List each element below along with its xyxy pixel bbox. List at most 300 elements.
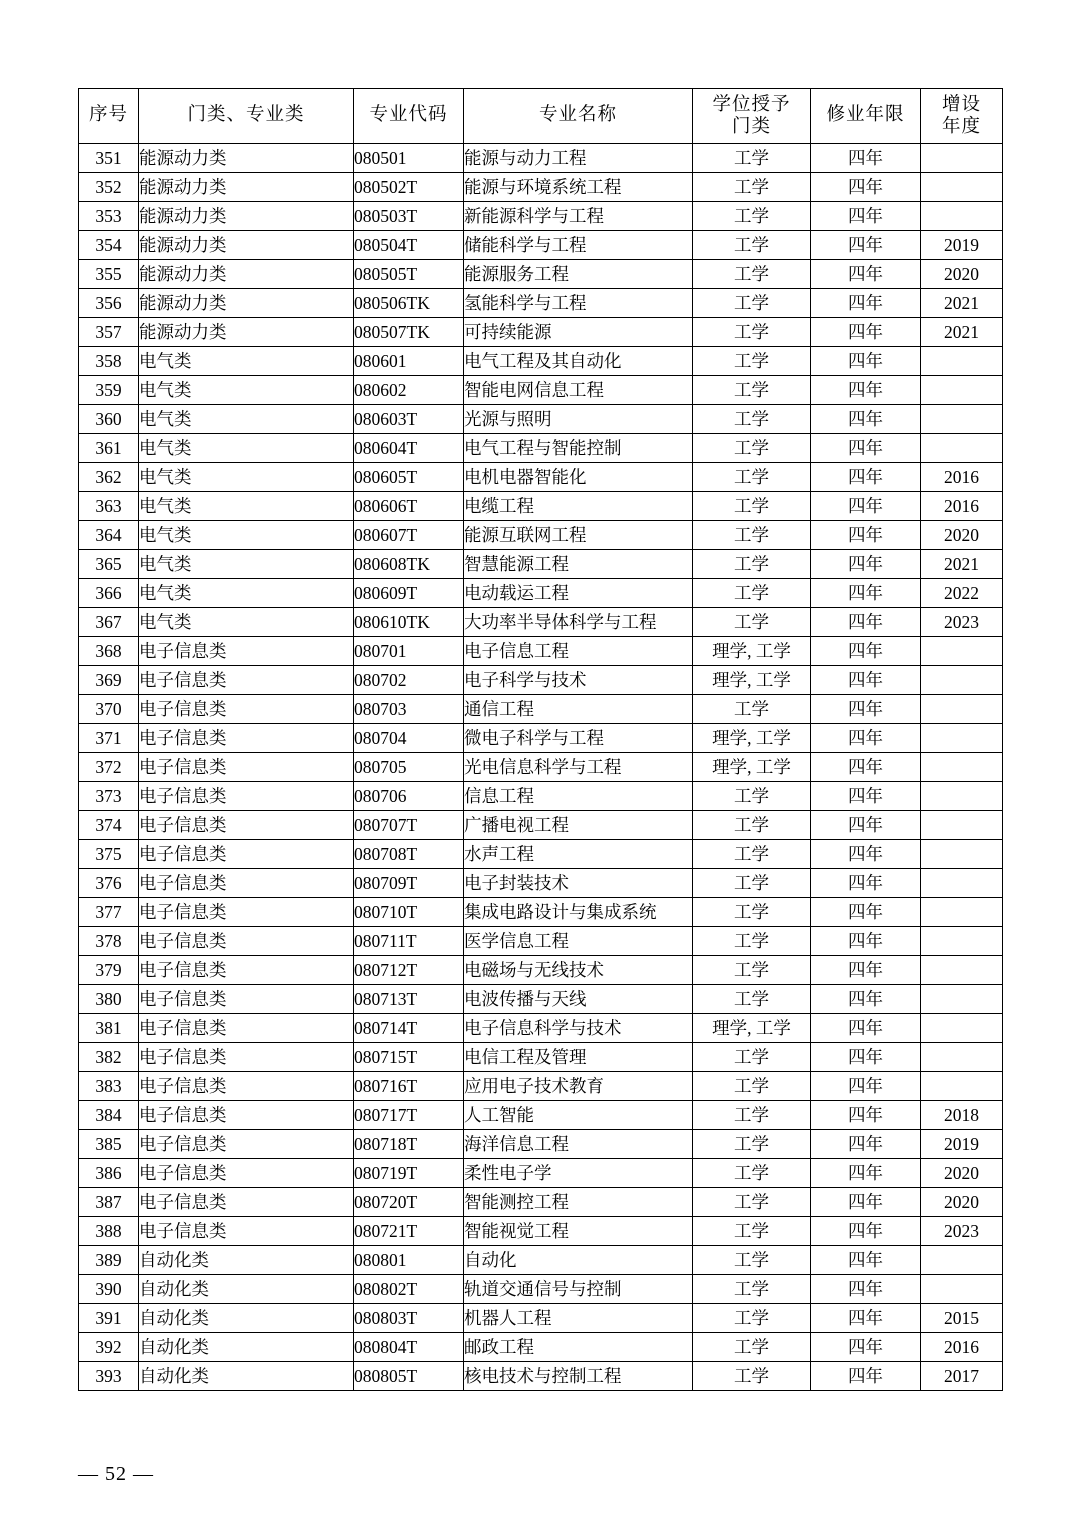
cell-code: 080502T: [354, 173, 464, 202]
table-row: [79, 927, 1003, 956]
cell-index: 357: [79, 318, 139, 347]
cell-degree: 工学: [693, 898, 811, 927]
cell-duration: 四年: [811, 1188, 921, 1217]
cell-index: 373: [79, 782, 139, 811]
cell-name: 新能源科学与工程: [464, 202, 693, 231]
table-row: [79, 550, 1003, 579]
cell-name: 氢能科学与工程: [464, 289, 693, 318]
cell-index: 356: [79, 289, 139, 318]
table-row: [79, 434, 1003, 463]
table-row: [79, 492, 1003, 521]
cell-index: 376: [79, 869, 139, 898]
cell-category: 电气类: [139, 521, 354, 550]
cell-index: 367: [79, 608, 139, 637]
cell-index: 359: [79, 376, 139, 405]
cell-degree: 工学: [693, 782, 811, 811]
table-row: [79, 1072, 1003, 1101]
cell-category: 电子信息类: [139, 782, 354, 811]
cell-code: 080603T: [354, 405, 464, 434]
cell-degree: 工学: [693, 1304, 811, 1333]
cell-duration: 四年: [811, 695, 921, 724]
cell-name: 大功率半导体科学与工程: [464, 608, 693, 637]
cell-duration: 四年: [811, 753, 921, 782]
cell-name: 核电技术与控制工程: [464, 1362, 693, 1391]
cell-category: 能源动力类: [139, 289, 354, 318]
cell-added-year: [921, 347, 1003, 376]
cell-added-year: 2016: [921, 1333, 1003, 1362]
cell-category: 电子信息类: [139, 1072, 354, 1101]
table-row: [79, 202, 1003, 231]
cell-added-year: [921, 376, 1003, 405]
cell-category: 自动化类: [139, 1275, 354, 1304]
cell-duration: 四年: [811, 550, 921, 579]
cell-name: 能源与动力工程: [464, 144, 693, 173]
cell-added-year: 2019: [921, 1130, 1003, 1159]
cell-code: 080719T: [354, 1159, 464, 1188]
cell-added-year: [921, 782, 1003, 811]
table-row: [79, 260, 1003, 289]
cell-degree: 理学, 工学: [693, 637, 811, 666]
cell-name: 智能视觉工程: [464, 1217, 693, 1246]
cell-category: 自动化类: [139, 1304, 354, 1333]
cell-degree: 理学, 工学: [693, 724, 811, 753]
cell-code: 080602: [354, 376, 464, 405]
cell-added-year: [921, 840, 1003, 869]
table-row: [79, 811, 1003, 840]
table-row: [79, 318, 1003, 347]
cell-added-year: [921, 405, 1003, 434]
table-row: [79, 840, 1003, 869]
cell-duration: 四年: [811, 724, 921, 753]
cell-index: 378: [79, 927, 139, 956]
cell-degree: 工学: [693, 1101, 811, 1130]
cell-added-year: [921, 666, 1003, 695]
cell-index: 365: [79, 550, 139, 579]
table-row: [79, 1159, 1003, 1188]
cell-category: 能源动力类: [139, 231, 354, 260]
table-row: [79, 1217, 1003, 1246]
cell-duration: 四年: [811, 811, 921, 840]
cell-index: 360: [79, 405, 139, 434]
cell-added-year: 2017: [921, 1362, 1003, 1391]
cell-index: 380: [79, 985, 139, 1014]
cell-code: 080503T: [354, 202, 464, 231]
cell-duration: 四年: [811, 1362, 921, 1391]
cell-name: 通信工程: [464, 695, 693, 724]
cell-added-year: [921, 956, 1003, 985]
cell-code: 080802T: [354, 1275, 464, 1304]
cell-name: 电机电器智能化: [464, 463, 693, 492]
cell-code: 080601: [354, 347, 464, 376]
cell-added-year: [921, 202, 1003, 231]
cell-degree: 工学: [693, 405, 811, 434]
cell-category: 电子信息类: [139, 811, 354, 840]
column-header-category: 门类、专业类: [139, 89, 354, 144]
table-row: [79, 782, 1003, 811]
table-row: [79, 1188, 1003, 1217]
cell-code: 080707T: [354, 811, 464, 840]
cell-duration: 四年: [811, 289, 921, 318]
cell-duration: 四年: [811, 231, 921, 260]
cell-code: 080506TK: [354, 289, 464, 318]
cell-added-year: [921, 927, 1003, 956]
table-row: [79, 1304, 1003, 1333]
cell-added-year: [921, 753, 1003, 782]
cell-duration: 四年: [811, 1072, 921, 1101]
cell-name: 海洋信息工程: [464, 1130, 693, 1159]
cell-name: 广播电视工程: [464, 811, 693, 840]
table-row: [79, 1101, 1003, 1130]
cell-name: 智能电网信息工程: [464, 376, 693, 405]
cell-category: 电子信息类: [139, 840, 354, 869]
cell-duration: 四年: [811, 1246, 921, 1275]
cell-category: 电子信息类: [139, 985, 354, 1014]
cell-name: 电子信息工程: [464, 637, 693, 666]
cell-added-year: 2019: [921, 231, 1003, 260]
cell-name: 智慧能源工程: [464, 550, 693, 579]
cell-duration: 四年: [811, 1275, 921, 1304]
column-header-degree-line2: 门类: [731, 117, 771, 137]
column-header-code: 专业代码: [354, 89, 464, 144]
cell-category: 电子信息类: [139, 753, 354, 782]
cell-code: 080609T: [354, 579, 464, 608]
cell-name: 电子科学与技术: [464, 666, 693, 695]
cell-index: 369: [79, 666, 139, 695]
table-row: [79, 1043, 1003, 1072]
table-row: [79, 898, 1003, 927]
table-row: [79, 956, 1003, 985]
cell-degree: 工学: [693, 956, 811, 985]
cell-category: 电气类: [139, 376, 354, 405]
table-row: [79, 753, 1003, 782]
cell-added-year: [921, 1043, 1003, 1072]
cell-degree: 工学: [693, 289, 811, 318]
cell-name: 水声工程: [464, 840, 693, 869]
cell-category: 电子信息类: [139, 1101, 354, 1130]
cell-duration: 四年: [811, 869, 921, 898]
table-row: [79, 985, 1003, 1014]
cell-added-year: [921, 695, 1003, 724]
cell-index: 381: [79, 1014, 139, 1043]
cell-code: 080610TK: [354, 608, 464, 637]
cell-added-year: 2020: [921, 521, 1003, 550]
cell-duration: 四年: [811, 318, 921, 347]
cell-added-year: [921, 173, 1003, 202]
cell-category: 能源动力类: [139, 202, 354, 231]
cell-degree: 工学: [693, 1043, 811, 1072]
cell-duration: 四年: [811, 173, 921, 202]
cell-category: 电气类: [139, 434, 354, 463]
cell-added-year: 2020: [921, 1188, 1003, 1217]
cell-code: 080805T: [354, 1362, 464, 1391]
undergraduate-major-table: [78, 88, 1003, 1391]
cell-index: 372: [79, 753, 139, 782]
cell-code: 080607T: [354, 521, 464, 550]
cell-added-year: [921, 811, 1003, 840]
table-row: [79, 521, 1003, 550]
cell-category: 能源动力类: [139, 173, 354, 202]
cell-degree: 工学: [693, 579, 811, 608]
cell-name: 柔性电子学: [464, 1159, 693, 1188]
cell-added-year: [921, 144, 1003, 173]
cell-category: 电子信息类: [139, 898, 354, 927]
table-row: [79, 376, 1003, 405]
cell-added-year: [921, 1014, 1003, 1043]
column-header-added-line2: 年度: [941, 117, 981, 137]
cell-duration: 四年: [811, 463, 921, 492]
cell-added-year: [921, 898, 1003, 927]
cell-index: 362: [79, 463, 139, 492]
table-row: [79, 1362, 1003, 1391]
cell-duration: 四年: [811, 637, 921, 666]
cell-added-year: 2023: [921, 608, 1003, 637]
cell-duration: 四年: [811, 927, 921, 956]
cell-category: 电气类: [139, 492, 354, 521]
cell-added-year: 2020: [921, 1159, 1003, 1188]
cell-duration: 四年: [811, 1159, 921, 1188]
cell-duration: 四年: [811, 376, 921, 405]
cell-added-year: 2020: [921, 260, 1003, 289]
column-header-name: 专业名称: [464, 89, 693, 144]
cell-category: 自动化类: [139, 1362, 354, 1391]
cell-added-year: 2018: [921, 1101, 1003, 1130]
cell-duration: 四年: [811, 405, 921, 434]
cell-degree: 工学: [693, 811, 811, 840]
cell-added-year: 2022: [921, 579, 1003, 608]
cell-index: 389: [79, 1246, 139, 1275]
table-row: [79, 1014, 1003, 1043]
cell-name: 可持续能源: [464, 318, 693, 347]
cell-code: 080710T: [354, 898, 464, 927]
cell-duration: 四年: [811, 260, 921, 289]
cell-duration: 四年: [811, 1304, 921, 1333]
cell-duration: 四年: [811, 579, 921, 608]
cell-name: 电信工程及管理: [464, 1043, 693, 1072]
cell-degree: 工学: [693, 869, 811, 898]
cell-added-year: [921, 985, 1003, 1014]
cell-name: 能源互联网工程: [464, 521, 693, 550]
cell-name: 电子封装技术: [464, 869, 693, 898]
cell-index: 377: [79, 898, 139, 927]
cell-degree: 理学, 工学: [693, 753, 811, 782]
cell-name: 轨道交通信号与控制: [464, 1275, 693, 1304]
cell-code: 080706: [354, 782, 464, 811]
table-row: [79, 144, 1003, 173]
cell-added-year: 2016: [921, 492, 1003, 521]
cell-duration: 四年: [811, 1014, 921, 1043]
cell-code: 080801: [354, 1246, 464, 1275]
cell-category: 电子信息类: [139, 1188, 354, 1217]
cell-category: 电子信息类: [139, 1014, 354, 1043]
cell-duration: 四年: [811, 782, 921, 811]
cell-code: 080504T: [354, 231, 464, 260]
cell-duration: 四年: [811, 1101, 921, 1130]
cell-index: 364: [79, 521, 139, 550]
cell-code: 080705: [354, 753, 464, 782]
cell-code: 080717T: [354, 1101, 464, 1130]
cell-index: 374: [79, 811, 139, 840]
cell-index: 375: [79, 840, 139, 869]
cell-index: 366: [79, 579, 139, 608]
cell-index: 352: [79, 173, 139, 202]
cell-index: 371: [79, 724, 139, 753]
cell-category: 电子信息类: [139, 1130, 354, 1159]
cell-duration: 四年: [811, 666, 921, 695]
cell-category: 能源动力类: [139, 144, 354, 173]
cell-code: 080715T: [354, 1043, 464, 1072]
cell-index: 363: [79, 492, 139, 521]
cell-degree: 工学: [693, 985, 811, 1014]
cell-duration: 四年: [811, 840, 921, 869]
cell-degree: 工学: [693, 1275, 811, 1304]
cell-index: 370: [79, 695, 139, 724]
cell-index: 354: [79, 231, 139, 260]
cell-degree: 工学: [693, 144, 811, 173]
cell-code: 080709T: [354, 869, 464, 898]
cell-duration: 四年: [811, 1130, 921, 1159]
cell-degree: 工学: [693, 1333, 811, 1362]
cell-category: 电气类: [139, 608, 354, 637]
cell-index: 387: [79, 1188, 139, 1217]
cell-category: 电子信息类: [139, 724, 354, 753]
cell-duration: 四年: [811, 1217, 921, 1246]
cell-added-year: [921, 434, 1003, 463]
cell-code: 080608TK: [354, 550, 464, 579]
cell-category: 电气类: [139, 347, 354, 376]
cell-duration: 四年: [811, 144, 921, 173]
cell-code: 080605T: [354, 463, 464, 492]
cell-duration: 四年: [811, 492, 921, 521]
cell-degree: 工学: [693, 463, 811, 492]
table-row: [79, 463, 1003, 492]
cell-added-year: [921, 869, 1003, 898]
cell-degree: 工学: [693, 1246, 811, 1275]
cell-name: 微电子科学与工程: [464, 724, 693, 753]
cell-index: 391: [79, 1304, 139, 1333]
cell-added-year: 2021: [921, 318, 1003, 347]
cell-category: 电气类: [139, 405, 354, 434]
cell-category: 电气类: [139, 579, 354, 608]
cell-duration: 四年: [811, 202, 921, 231]
table-row: [79, 637, 1003, 666]
cell-degree: 工学: [693, 695, 811, 724]
cell-code: 080714T: [354, 1014, 464, 1043]
cell-name: 能源服务工程: [464, 260, 693, 289]
cell-added-year: 2016: [921, 463, 1003, 492]
cell-index: 368: [79, 637, 139, 666]
cell-name: 智能测控工程: [464, 1188, 693, 1217]
cell-category: 电子信息类: [139, 1217, 354, 1246]
cell-index: 393: [79, 1362, 139, 1391]
cell-code: 080702: [354, 666, 464, 695]
cell-duration: 四年: [811, 1043, 921, 1072]
cell-name: 信息工程: [464, 782, 693, 811]
cell-added-year: 2015: [921, 1304, 1003, 1333]
column-header-added-line1: 增设: [941, 94, 981, 115]
cell-category: 电子信息类: [139, 956, 354, 985]
cell-name: 电缆工程: [464, 492, 693, 521]
cell-degree: 工学: [693, 1072, 811, 1101]
cell-category: 电气类: [139, 550, 354, 579]
cell-code: 080704: [354, 724, 464, 753]
cell-name: 集成电路设计与集成系统: [464, 898, 693, 927]
table-header-row: [79, 89, 1003, 144]
cell-degree: 工学: [693, 1159, 811, 1188]
column-header-degree: [693, 89, 811, 144]
cell-index: 382: [79, 1043, 139, 1072]
cell-name: 机器人工程: [464, 1304, 693, 1333]
table-row: [79, 869, 1003, 898]
cell-name: 电气工程及其自动化: [464, 347, 693, 376]
cell-code: 080711T: [354, 927, 464, 956]
cell-code: 080804T: [354, 1333, 464, 1362]
cell-code: 080720T: [354, 1188, 464, 1217]
cell-code: 080505T: [354, 260, 464, 289]
cell-degree: 工学: [693, 1362, 811, 1391]
page-number: — 52 —: [78, 1463, 154, 1485]
cell-category: 电子信息类: [139, 927, 354, 956]
cell-added-year: [921, 1246, 1003, 1275]
cell-index: 386: [79, 1159, 139, 1188]
cell-name: 电磁场与无线技术: [464, 956, 693, 985]
cell-degree: 工学: [693, 202, 811, 231]
table-row: [79, 173, 1003, 202]
cell-code: 080606T: [354, 492, 464, 521]
cell-degree: 工学: [693, 927, 811, 956]
table-row: [79, 405, 1003, 434]
cell-code: 080721T: [354, 1217, 464, 1246]
cell-category: 电子信息类: [139, 869, 354, 898]
cell-degree: 工学: [693, 231, 811, 260]
table-row: [79, 579, 1003, 608]
cell-added-year: 2021: [921, 289, 1003, 318]
table-row: [79, 289, 1003, 318]
cell-index: 355: [79, 260, 139, 289]
cell-added-year: 2023: [921, 1217, 1003, 1246]
cell-category: 电子信息类: [139, 637, 354, 666]
cell-duration: 四年: [811, 985, 921, 1014]
cell-code: 080701: [354, 637, 464, 666]
column-header-degree-line1: 学位授予: [712, 94, 791, 115]
cell-index: 383: [79, 1072, 139, 1101]
cell-code: 080604T: [354, 434, 464, 463]
cell-degree: 工学: [693, 492, 811, 521]
cell-duration: 四年: [811, 1333, 921, 1362]
cell-degree: 工学: [693, 347, 811, 376]
cell-index: 390: [79, 1275, 139, 1304]
cell-added-year: [921, 1275, 1003, 1304]
cell-code: 080507TK: [354, 318, 464, 347]
cell-duration: 四年: [811, 434, 921, 463]
cell-index: 361: [79, 434, 139, 463]
cell-code: 080803T: [354, 1304, 464, 1333]
cell-duration: 四年: [811, 898, 921, 927]
table-row: [79, 1333, 1003, 1362]
cell-category: 能源动力类: [139, 318, 354, 347]
column-header-duration: 修业年限: [811, 89, 921, 144]
cell-category: 电子信息类: [139, 1043, 354, 1072]
cell-degree: 工学: [693, 1130, 811, 1159]
cell-degree: 工学: [693, 318, 811, 347]
table-row: [79, 724, 1003, 753]
table-row: [79, 1275, 1003, 1304]
cell-category: 自动化类: [139, 1246, 354, 1275]
cell-degree: 工学: [693, 376, 811, 405]
cell-name: 电波传播与天线: [464, 985, 693, 1014]
cell-code: 080501: [354, 144, 464, 173]
cell-name: 光源与照明: [464, 405, 693, 434]
table-row: [79, 347, 1003, 376]
